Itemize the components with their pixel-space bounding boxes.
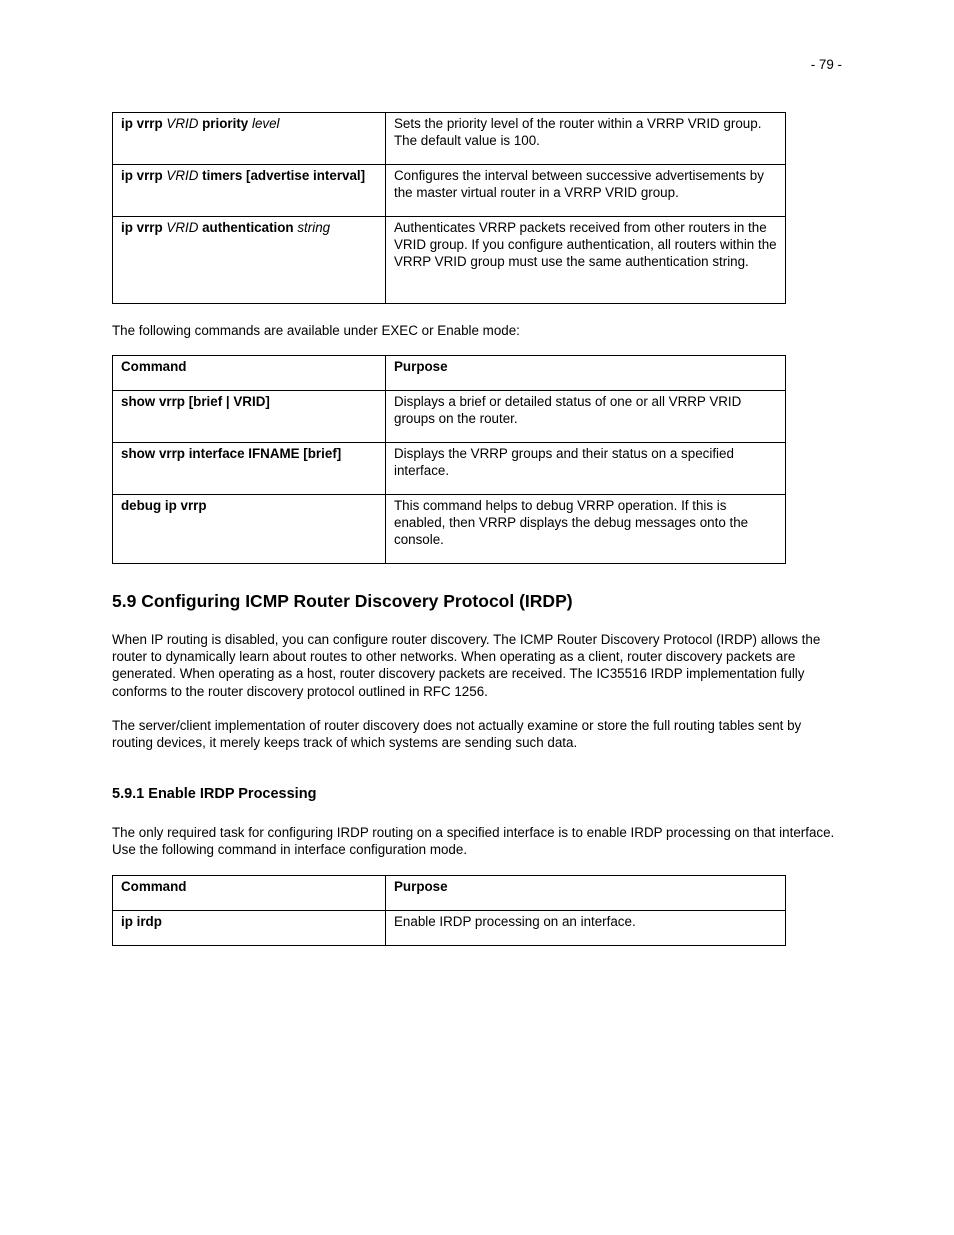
command-argument: VRID [166, 168, 199, 183]
command-cell: show vrrp interface IFNAME [brief] [113, 443, 386, 495]
command-cell [113, 113, 386, 165]
purpose-header: Purpose [386, 876, 786, 911]
command-header: Command [113, 876, 386, 911]
command-argument: VRID [166, 116, 199, 131]
command-keyword: timers [advertise interval] [198, 168, 366, 183]
command-keyword: ip vrrp [121, 116, 167, 131]
command-argument: level [251, 116, 280, 131]
command-argument: VRID [166, 220, 199, 235]
exec-commands-table [112, 355, 786, 564]
command-cell [113, 165, 386, 217]
table-row [113, 911, 786, 946]
purpose-cell: Configures the interval between successive advertisements by the master virtual router in a VRRP VRID group. [386, 165, 786, 217]
purpose-cell: Enable IRDP processing on an interface. [386, 911, 786, 946]
page-number: - 79 - [810, 57, 842, 72]
table-row [113, 165, 786, 217]
table-header-row [113, 356, 786, 391]
irdp-command-table [112, 875, 786, 946]
command-keyword: ip vrrp [121, 220, 167, 235]
command-cell: show vrrp [brief | VRID] [113, 391, 386, 443]
command-argument: string [297, 220, 331, 235]
command-cell [113, 217, 386, 304]
purpose-header: Purpose [386, 356, 786, 391]
purpose-cell: Displays the VRRP groups and their status on a specified interface. [386, 443, 786, 495]
section-paragraph-1: When IP routing is disabled, you can configure router discovery. The ICMP Router Discovery Protocol (IRDP) allows the router to dynamically learn about routes to other networks. When operating as a client, router discovery packets are generated. When operating as a host, router discovery packets are received. The IC35516 IRDP implementation fully conforms to the router discovery protocol outlined in RFC 1256. [112, 632, 821, 699]
command-cell: debug ip vrrp [113, 495, 386, 564]
command-keyword: priority [198, 116, 252, 131]
vrrp-config-table [112, 112, 786, 304]
table-header-row [113, 876, 786, 911]
purpose-cell: Authenticates VRRP packets received from other routers in the VRID group. If you configure authentication, all routers within the VRRP VRID group must use the same authentication string. [386, 217, 786, 304]
exec-intro-text: The following commands are available under EXEC or Enable mode: [112, 323, 520, 338]
table-row [113, 391, 786, 443]
table-row [113, 443, 786, 495]
section-heading: 5.9 Configuring ICMP Router Discovery Protocol (IRDP) [112, 591, 573, 611]
subsection-paragraph: The only required task for configuring IRDP routing on a specified interface is to enable IRDP processing on that interface. Use the following command in interface configuration mode. [112, 825, 835, 858]
section-paragraph-2: The server/client implementation of router discovery does not actually examine or store the full routing tables sent by routing devices, it merely keeps track of which systems are sending such data. [112, 718, 802, 751]
purpose-cell: Sets the priority level of the router within a VRRP VRID group. The default value is 100. [386, 113, 786, 165]
subsection-heading: 5.9.1 Enable IRDP Processing [112, 786, 317, 802]
command-keyword: authentication [198, 220, 298, 235]
command-header: Command [113, 356, 386, 391]
table-row [113, 113, 786, 165]
command-cell: ip irdp [113, 911, 386, 946]
table-row [113, 495, 786, 564]
table-row [113, 217, 786, 304]
purpose-cell: This command helps to debug VRRP operation. If this is enabled, then VRRP displays the debug messages onto the console. [386, 495, 786, 564]
command-keyword: ip vrrp [121, 168, 167, 183]
purpose-cell: Displays a brief or detailed status of one or all VRRP VRID groups on the router. [386, 391, 786, 443]
